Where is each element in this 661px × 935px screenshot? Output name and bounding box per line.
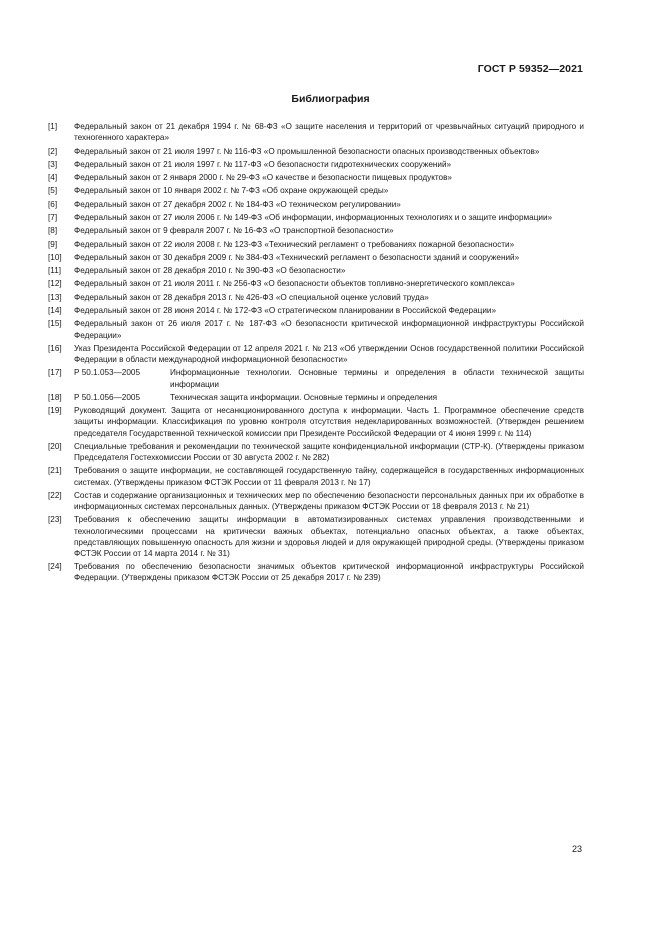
bibliography-item: [48, 212, 584, 223]
bibliography-item: [48, 292, 584, 303]
reference-text: Федеральный закон от 21 июля 1997 г. № 117-ФЗ «О безопасности гидротехнических сооружений»: [74, 159, 452, 169]
reference-standard: [74, 392, 584, 403]
bibliography-item: [48, 265, 584, 276]
reference-number: [15]: [48, 319, 62, 329]
bibliography-item: [48, 367, 584, 389]
reference-number: [21]: [48, 466, 62, 476]
standard-title: Техническая защита информации. Основные термины и определения: [170, 392, 438, 402]
bibliography-item: [48, 199, 584, 210]
document-code: ГОСТ Р 59352—2021: [477, 63, 583, 75]
reference-number: [10]: [48, 252, 62, 262]
standard-code: Р 50.1.056—2005: [74, 392, 141, 402]
bibliography-item: [48, 318, 584, 340]
reference-text: Федеральный закон от 28 декабря 2013 г. № 426-ФЗ «О специальной оценке условий труда»: [74, 292, 429, 302]
reference-number: [20]: [48, 441, 62, 451]
bibliography-item: [48, 172, 584, 183]
reference-text: Федеральный закон от 9 февраля 2007 г. № 16-ФЗ «О транспортной безопасности»: [74, 226, 394, 236]
reference-number: [23]: [48, 515, 62, 525]
reference-text: Федеральный закон от 30 декабря 2009 г. № 384-ФЗ «Технический регламент о безопасности зданий и сооружений»: [74, 252, 520, 262]
reference-number: [22]: [48, 490, 62, 500]
reference-text: Требования по обеспечению безопасности значимых объектов критической информационной инфраструктуры Российской Федерации. (Утверждены приказом ФСТЭК России от 25 декабря 2017 г. № 239): [74, 562, 584, 583]
reference-number: [18]: [48, 392, 62, 402]
reference-text: Федеральный закон от 28 июня 2014 г. № 172-ФЗ «О стратегическом планировании в Российской Федерации»: [74, 306, 497, 316]
reference-number: [11]: [48, 266, 62, 276]
bibliography-item: [48, 561, 584, 583]
reference-text: Состав и содержание организационных и технических мер по обеспечению безопасности персональных данных при их обработке в информационных системах персональных данных. (Утверждены приказом ФСТЭК России от 18 февраля 2013 г. № 21): [74, 490, 584, 512]
reference-number: [5]: [48, 186, 58, 196]
bibliography-item: [48, 252, 584, 263]
reference-text: Федеральный закон от 2 января 2000 г. № 29-ФЗ «О качестве и безопасности пищевых продуктов»: [74, 173, 452, 183]
reference-number: [14]: [48, 306, 62, 316]
reference-text: Федеральный закон от 27 декабря 2002 г. № 184-ФЗ «О техническом регулировании»: [74, 199, 401, 209]
bibliography-item: [48, 441, 584, 463]
bibliography-item: [48, 278, 584, 289]
reference-number: [4]: [48, 173, 58, 183]
reference-text: Федеральный закон от 27 июля 2006 г. № 149-ФЗ «Об информации, информационных технологиях и о защите информации»: [74, 212, 553, 222]
reference-number: [13]: [48, 292, 62, 302]
page-number: 23: [571, 844, 582, 854]
reference-standard: [74, 367, 584, 389]
bibliography-item: [48, 465, 584, 487]
reference-number: [12]: [48, 279, 62, 289]
reference-text: Требования о защите информации, не составляющей государственную тайну, содержащейся в государственных информационных системах. (Утверждены приказом ФСТЭК России от 11 февраля 2013 г. № 17): [74, 466, 584, 487]
reference-text: Федеральный закон от 26 июля 2017 г. № 187-ФЗ «О безопасности критической информационной инфраструктуры Российской Федерации»: [74, 319, 584, 340]
bibliography-item: [48, 146, 584, 157]
reference-number: [3]: [48, 159, 58, 169]
bibliography-item: [48, 239, 584, 250]
bibliography-item: [48, 121, 584, 143]
bibliography-item: [48, 392, 584, 403]
reference-number: [7]: [48, 212, 58, 222]
reference-text: Указ Президента Российской Федерации от 12 апреля 2021 г. № 213 «Об утверждении Основ государственной политики Российской Федерации в области международной информационной безопасности»: [74, 343, 584, 365]
reference-number: [19]: [48, 406, 62, 416]
reference-number: [6]: [48, 199, 58, 209]
bibliography-item: [48, 514, 584, 559]
reference-text: Руководящий документ. Защита от несанкционированного доступа к информации. Часть 1. Программное обеспечение средств защиты информации. Классификация по уровню контроля отсутствия недекларированных возможностей. (Утвержден решением председателя Государственной технической комиссии при Президенте Российской Федерации от 4 июня 1999 г. № 114): [74, 406, 584, 438]
section-title: Библиография: [291, 93, 370, 105]
bibliography-item: [48, 185, 584, 196]
reference-text: Федеральный закон от 28 декабря 2010 г. № 390-ФЗ «О безопасности»: [74, 266, 346, 276]
reference-text: Федеральный закон от 21 декабря 1994 г. № 68-ФЗ «О защите населения и территорий от чрезвычайных ситуаций природного и техногенного характера»: [74, 122, 584, 143]
reference-number: [16]: [48, 343, 62, 353]
reference-text: Федеральный закон от 10 января 2002 г. № 7-ФЗ «Об охране окружающей среды»: [74, 186, 389, 196]
reference-number: [24]: [48, 562, 62, 572]
bibliography-item: [48, 490, 584, 512]
reference-text: Федеральный закон от 21 июля 2011 г. № 256-ФЗ «О безопасности объектов топливно-энергетического комплекса»: [74, 279, 515, 289]
reference-number: [2]: [48, 146, 58, 156]
reference-text: Требования к обеспечению защиты информации в автоматизированных системах управления производственными и технологическими процессами на критически важных объектах, потенциально опасных объектах, а также объектах, представляющих повышенную опасность для жизни и здоровья людей и для окружающей природной среды. (Утверждены приказом ФСТЭК России от 14 марта 2014 г. № 31): [74, 515, 584, 558]
bibliography-item: [48, 305, 584, 316]
reference-text: Федеральный закон от 22 июля 2008 г. № 123-ФЗ «Технический регламент о требованиях пожарной безопасности»: [74, 239, 515, 249]
reference-text: Специальные требования и рекомендации по технической защите конфиденциальной информации (СТР-К). (Утверждены приказом Председателя Гостехкомиссии России от 30 августа 2002 г. № 282): [74, 441, 584, 463]
reference-number: [9]: [48, 239, 58, 249]
bibliography-item: [48, 225, 584, 236]
standard-code: Р 50.1.053—2005: [74, 368, 141, 378]
bibliography-item: [48, 159, 584, 170]
bibliography-item: [48, 405, 584, 439]
standard-title: Информационные технологии. Основные термины и определения в области технической защиты информации: [170, 368, 584, 389]
reference-number: [8]: [48, 226, 58, 236]
reference-number: [1]: [48, 122, 58, 131]
bibliography-list: [48, 121, 584, 586]
reference-number: [17]: [48, 368, 62, 378]
bibliography-item: [48, 343, 584, 365]
reference-text: Федеральный закон от 21 июля 1997 г. № 116-ФЗ «О промышленной безопасности опасных производственных объектов»: [74, 146, 540, 156]
